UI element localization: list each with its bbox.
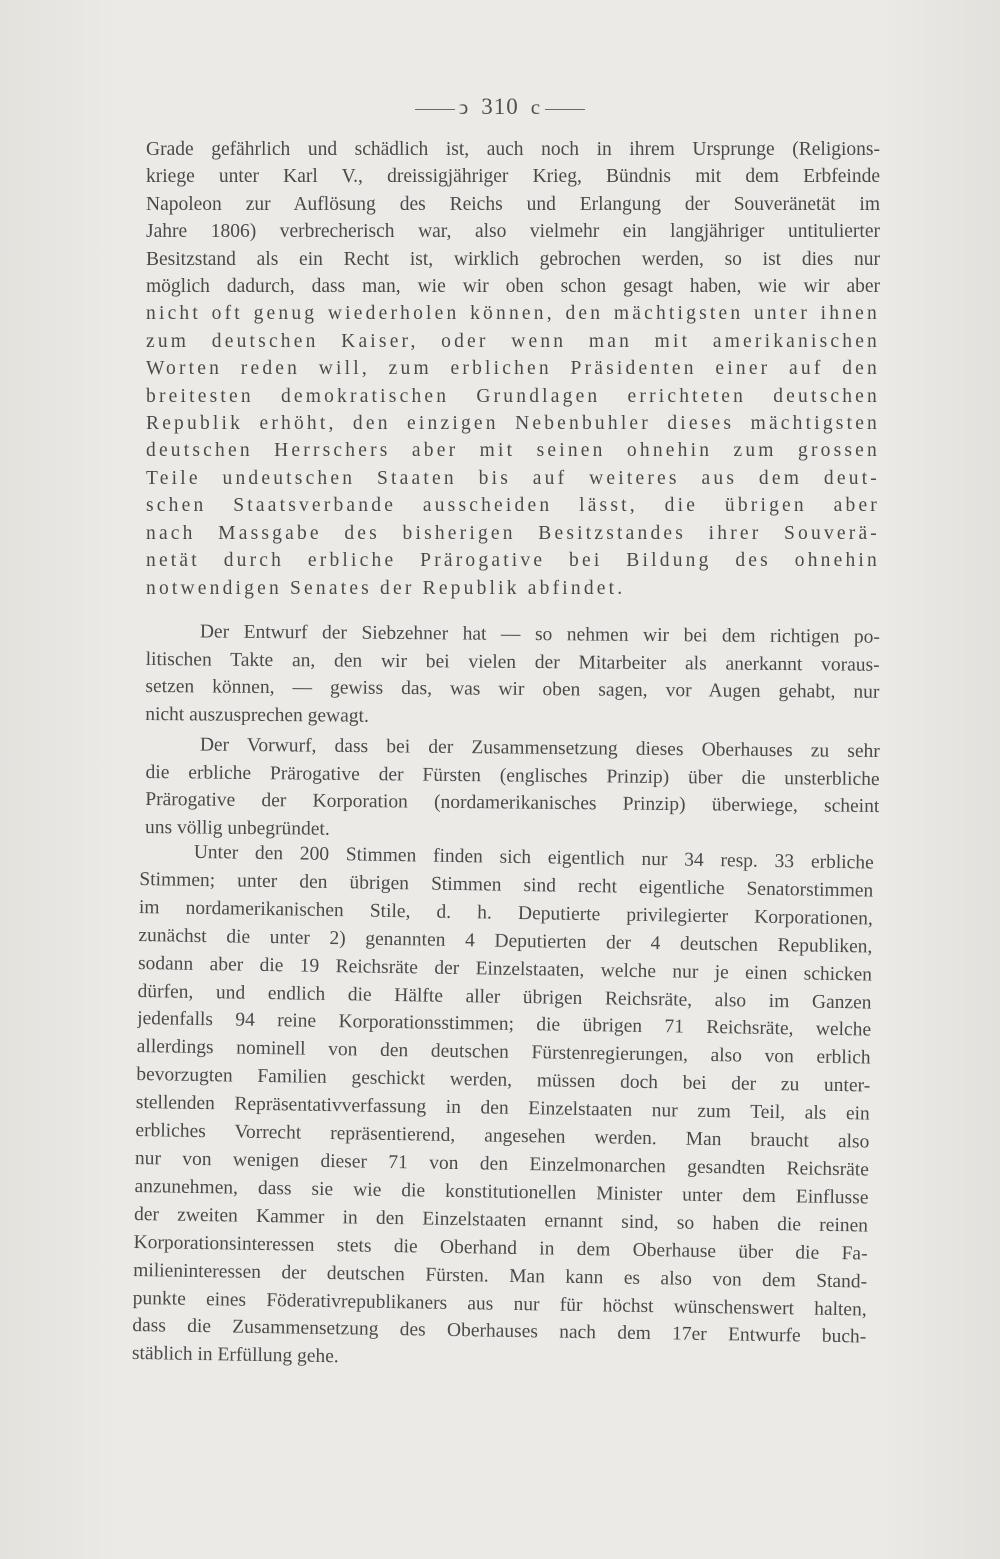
page-header [0,94,1000,120]
text-line-spaced: nicht oft genug wiederholen können, den mächtigsten unter ihnen [146,303,880,325]
paragraph-3 [145,731,880,848]
text-line: Besitzstand als ein Recht ist, wirklich gebrochen werden, so ist dies nur [146,248,880,270]
text-line-spaced: deutschen Herrschers aber mit seinen ohnehin zum grossen [146,440,880,462]
text-line: punkte eines Föderativrepublikaners aus nur für höchst wünschenswert halten, [132,1287,867,1320]
text-line: jedenfalls 94 reine Korporationsstimmen; die übrigen 71 Reichsräte, welche [136,1008,872,1041]
header-rule-left [415,109,455,110]
text-line: Stimmen; unter den übrigen Stimmen sind recht eigentliche Senatorstimmen [139,868,874,902]
paragraph-4 [132,838,874,1380]
text-line: die erbliche Prärogative der Fürsten (englisches Prinzip) über die unsterbliche [145,761,880,790]
text-line-spaced: schen Staatsverbande ausscheiden lässt, die übrigen aber [146,495,880,517]
text-line: kriege unter Karl V., dreissigjähriger Krieg, Bündnis mit dem Erbfeinde [146,166,880,188]
text-line-spaced: zum deutschen Kaiser, oder wenn man mit amerikanischen [146,330,880,352]
text-line: milieninteressen der deutschen Fürsten. Man kann es also von dem Stand- [133,1259,868,1293]
text-line: nur von wenigen dieser 71 von den Einzelmonarchen gesandten Reichsräte [134,1147,870,1181]
header-left-mark: ↄ [458,95,470,119]
text-line: stäblich in Erfüllung gehe. [131,1343,339,1368]
text-line: möglich dadurch, dass man, wie wir oben schon gesagt haben, wie wir aber [146,276,880,298]
paragraph-2 [145,618,880,734]
text-line: erbliches Vorrecht repräsentierend, angesehen werden. Man braucht also [135,1120,870,1153]
text-line: dürfen, und endlich die Hälfte aller übrigen Reichsräte, also im Ganzen [137,980,872,1014]
text-line: uns völlig unbegründet. [144,816,330,840]
text-line: Der Vorwurf, dass bei der Zusammensetzung dieses Oberhauses zu sehr [199,734,880,763]
header-right-mark: c [530,95,542,119]
text-line: Prärogative der Korporation (nordamerikanisches Prinzip) überwiege, scheint [145,788,880,818]
text-line-spaced: Republik erhöht, den einzigen Nebenbuhler dieses mächtigsten [146,413,880,435]
text-line: Unter den 200 Stimmen finden sich eigentlich nur 34 resp. 33 erbliche [193,841,874,874]
text-line-spaced: Teile undeutschen Staaten bis auf weiteres aus dem deut- [146,467,880,489]
text-line: Grade gefährlich und schädlich ist, auch noch in ihrem Ursprunge (Religions- [146,139,880,160]
text-line: anzunehmen, dass sie wie die konstitutionellen Minister unter dem Einflusse [134,1175,869,1209]
text-line: bevorzugten Familien geschickt werden, müssen doch bei der zu unter- [136,1064,871,1097]
text-line: nicht auszusprechen gewagt. [145,703,369,727]
text-line: zunächst die unter 2) genannten 4 Deputierten der 4 deutschen Republiken, [138,924,873,958]
page-number: 310 [481,94,519,119]
text-line: litischen Takte an, den wir bei vielen der Mitarbeiter als anerkannt voraus- [145,648,880,676]
text-line: sodann aber die 19 Reichsräte der Einzelstaaten, welche nur je einen schicken [137,952,873,986]
header-rule-right [545,109,585,110]
text-line-spaced: Worten reden will, zum erblichen Präsidenten einer auf den [146,358,880,380]
paragraph-1 [146,136,880,602]
text-line: der zweiten Kammer in den Einzelstaaten ernannt sind, so haben die reinen [133,1203,869,1237]
text-line: setzen können, — gewiss das, was wir oben sagen, vor Augen gehabt, nur [145,675,880,703]
text-line: stellenden Repräsentativverfassung in den Einzelstaaten nur zum Teil, als ein [135,1092,870,1125]
text-line: Napoleon zur Auflösung des Reichs und Erlangung der Souveränetät im [146,193,880,215]
text-line: Korporationsinteressen stets die Oberhand in dem Oberhause über die Fa- [133,1231,868,1265]
text-line: allerdings nominell von den deutschen Fürstenregierungen, also von erblich [136,1036,871,1069]
text-line-spaced: nach Massgabe des bisherigen Besitzstandes ihrer Souverä- [146,522,880,544]
text-line-spaced: breitesten demokratischen Grundlagen errichteten deutschen [146,385,880,407]
text-line-spaced: notwendigen Senates der Republik abfindet. [146,577,626,599]
text-line-spaced: netät durch erbliche Prärogative bei Bildung des ohnehin [146,550,880,572]
text-line: Jahre 1806) verbrecherisch war, also vielmehr ein langjähriger untitulierter [146,221,880,243]
text-line: dass die Zusammensetzung des Oberhauses nach dem 17er Entwurfe buch- [132,1315,867,1348]
text-line: Der Entwurf der Siebzehner hat — so nehmen wir bei dem richtigen po- [199,621,880,648]
text-line: im nordamerikanischen Stile, d. h. Deputierte privilegierter Korporationen, [138,896,873,930]
